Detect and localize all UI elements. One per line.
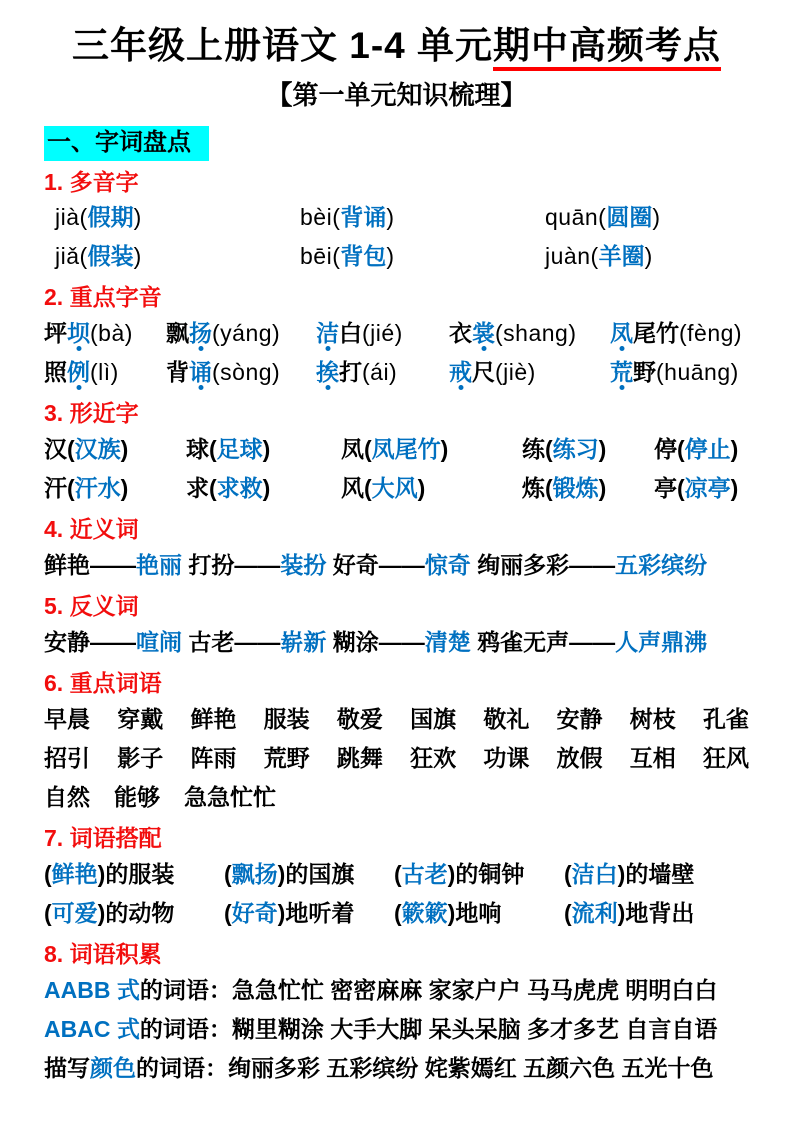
text-segment: 安静 [556,705,603,732]
word-group [449,314,610,353]
text-segment: ) [133,243,142,270]
text-segment: ( [564,899,572,926]
content-row [44,855,749,894]
text-segment: ) [386,243,395,270]
text-segment: 羊圈 [598,243,645,270]
text-segment: )的动物 [97,899,175,926]
content-row [44,198,749,237]
text-segment: ) [417,475,426,502]
text-segment: 的词语：绚丽多彩 五彩缤纷 姹紫嫣红 五颜六色 五光十色 [136,1054,714,1081]
text-segment: (yáng) [212,320,281,347]
word-group [316,353,449,392]
text-segment: (shang) [495,320,577,347]
text-segment: ) [652,204,661,231]
word-group [44,894,224,933]
text-segment: 汉( [44,436,75,463]
text-segment: 狂风 [702,744,749,771]
content-row [44,739,749,778]
text-segment: 戒 [449,359,472,386]
word-group [224,894,394,933]
text-segment: 练习 [552,436,599,463]
text-segment: 圆圈 [606,204,653,231]
text-segment: (jiè) [495,359,536,386]
word-group [703,739,749,778]
word-group [184,778,276,817]
word-group [44,778,90,817]
text-segment: 鲜艳 [190,705,237,732]
word-group [264,739,310,778]
text-segment: 汗( [44,475,75,502]
text-segment: 停止 [684,436,731,463]
text-segment: 装扮 [280,552,327,579]
text-segment: 服装 [263,705,310,732]
text-segment: ( [394,860,402,887]
text-segment: 急急忙忙 [184,783,276,810]
text-segment: )的铜钟 [447,860,525,887]
word-group [654,469,749,508]
text-segment: 挨 [316,359,339,386]
text-segment: 鲜艳—— [44,552,136,579]
text-segment: 凤 [610,320,633,347]
text-segment: ( [44,899,52,926]
text-segment: 跳舞 [336,744,383,771]
text-segment: 背 [166,359,189,386]
text-segment: 荒野 [263,744,310,771]
text-segment: 扬 [189,320,212,347]
word-group [557,700,603,739]
word-group [410,700,456,739]
text-segment: 绚丽多彩—— [470,552,616,579]
word-group [224,855,394,894]
text-segment: 诵 [189,359,212,386]
content-row [44,546,749,585]
text-segment: 衣 [449,320,472,347]
text-segment: 狂欢 [410,744,457,771]
text-segment: 尾竹 [633,320,679,347]
text-segment: 好奇—— [326,552,425,579]
text-segment: 大风 [371,475,418,502]
word-group [557,739,603,778]
word-group [55,237,300,276]
text-segment: ( [44,860,52,887]
word-group [186,469,341,508]
word-group [654,430,749,469]
text-segment: ) [262,475,271,502]
section-banner-wrap [44,126,749,161]
text-segment: 尺 [472,359,495,386]
word-group [114,778,160,817]
text-segment: 古老—— [182,629,281,656]
word-group [630,700,676,739]
text-segment: (fèng) [679,320,743,347]
content-row [44,314,749,353]
content-row [44,430,749,469]
word-group [55,198,300,237]
word-group [190,739,236,778]
text-segment: AABB 式 [44,976,140,1003]
word-group [44,700,90,739]
content-row [44,778,749,817]
text-segment: quān( [545,204,607,231]
text-segment: 描写 [44,1054,90,1081]
text-segment: 练( [522,436,553,463]
word-group [337,700,383,739]
text-segment: ) [120,436,129,463]
text-segment: 自然 [44,783,90,810]
word-group [341,430,522,469]
text-segment: )的国旗 [277,860,355,887]
word-group [44,546,707,585]
text-segment: 打扮—— [182,552,281,579]
text-segment: 球( [186,436,217,463]
text-segment: 凉亭 [684,475,731,502]
word-group [44,1010,717,1049]
text-segment: 汗水 [74,475,121,502]
word-group [630,739,676,778]
word-group [186,430,341,469]
text-segment: jiǎ( [55,243,88,270]
text-segment: )的墙壁 [617,860,695,887]
text-segment: 坪 [44,320,67,347]
word-group [703,700,749,739]
text-segment: 足球 [216,436,263,463]
word-group [564,855,749,894]
text-segment: )地响 [447,899,502,926]
word-group [394,894,564,933]
text-segment: 野 [633,359,656,386]
text-segment: 锻炼 [552,475,599,502]
text-segment: 停( [654,436,685,463]
text-segment: )地听着 [277,899,355,926]
text-segment: )的服装 [97,860,175,887]
word-group [545,237,749,276]
text-segment: 功课 [483,744,530,771]
unit-subtitle: 【第一单元知识梳理】 [266,80,527,111]
text-segment: bèi( [300,204,341,231]
content-row [44,971,749,1010]
text-segment: 艳丽 [136,552,182,579]
text-segment: ( [564,860,572,887]
text-segment: 亭( [654,475,685,502]
text-segment: 古老 [401,860,448,887]
word-group [166,314,316,353]
text-segment: (ái) [362,359,398,386]
section-heading: 1. 多音字 [44,168,139,195]
text-segment: 打 [339,359,362,386]
word-group [610,353,749,392]
word-group [483,739,529,778]
text-segment: (lì) [90,359,119,386]
text-segment: 洁白 [571,860,618,887]
text-segment: 树枝 [629,705,676,732]
text-segment: 阵雨 [190,744,237,771]
word-group [117,700,163,739]
text-segment: 求( [186,475,217,502]
text-segment: 簌簌 [401,899,448,926]
word-group [316,314,449,353]
content-row [44,1010,749,1049]
word-group [44,739,90,778]
content-row [44,894,749,933]
page-title [44,24,749,68]
text-segment: ) [730,475,739,502]
text-segment: ABAC 式 [44,1015,140,1042]
section-heading: 6. 重点词语 [44,670,162,697]
text-segment: ( [394,899,402,926]
text-segment: jià( [55,204,88,231]
section-heading: 4. 近义词 [44,516,139,543]
text-segment: 鸦雀无声—— [470,629,616,656]
text-segment: bēi( [300,243,341,270]
text-segment: 炼( [522,475,553,502]
text-segment: ) [120,475,129,502]
word-group [44,353,166,392]
text-segment: 求救 [216,475,263,502]
text-segment: 白 [339,320,362,347]
text-segment: 国旗 [410,705,457,732]
text-segment: ) [386,204,395,231]
text-segment: 惊奇 [424,552,471,579]
word-group [264,700,310,739]
text-segment: )地背出 [617,899,695,926]
word-group [483,700,529,739]
text-segment: 可爱 [51,899,98,926]
word-group [44,623,707,662]
text-segment: 假期 [87,204,134,231]
word-group [610,314,749,353]
text-segment: (jié) [362,320,403,347]
section-heading: 8. 词语积累 [44,940,162,967]
text-segment: juàn( [545,243,599,270]
text-segment: 的词语：糊里糊涂 大手大脚 呆头呆脑 多才多艺 自言自语 [139,1015,718,1042]
sections [44,168,749,1088]
text-segment: ) [598,436,607,463]
text-segment: 鲜艳 [51,860,98,887]
text-segment: 安静—— [44,629,136,656]
word-group [44,430,186,469]
word-group [190,700,236,739]
text-segment: ) [262,436,271,463]
content-row [44,623,749,662]
text-segment: 例 [67,359,90,386]
text-segment: ( [224,860,232,887]
word-group [300,237,545,276]
text-segment: 假装 [87,243,134,270]
text-segment: ) [644,243,653,270]
word-group [522,469,654,508]
content-row [44,700,749,739]
word-group [44,314,166,353]
text-segment: 清楚 [424,629,471,656]
text-segment: ( [224,899,232,926]
text-segment: 敬爱 [336,705,383,732]
text-segment: ) [440,436,449,463]
text-segment: 好奇 [231,899,278,926]
text-segment: 汉族 [74,436,121,463]
word-group [166,353,316,392]
word-group [449,353,610,392]
text-segment: 荒 [610,359,633,386]
page-title-main: 三年级上册语文 1-4 单元 [71,25,494,66]
text-segment: 五彩缤纷 [615,552,708,579]
text-segment: 人声鼎沸 [615,629,708,656]
text-segment: 崭新 [280,629,327,656]
content-row [44,237,749,276]
text-segment: 放假 [556,744,603,771]
word-group [341,469,522,508]
word-group [44,971,717,1010]
text-segment: 风( [341,475,372,502]
section-heading: 3. 形近字 [44,400,139,427]
text-segment: 早晨 [44,705,90,732]
text-segment: 背诵 [340,204,387,231]
text-segment: 穿戴 [117,705,164,732]
section-banner: 一、字词盘点 [44,126,209,161]
text-segment: ) [598,475,607,502]
text-segment: 互相 [629,744,676,771]
text-segment: 孔雀 [702,705,749,732]
word-group [410,739,456,778]
text-segment: 背包 [340,243,387,270]
section-heading: 2. 重点字音 [44,284,162,311]
word-group [394,855,564,894]
content-row [44,353,749,392]
section-heading: 7. 词语搭配 [44,824,162,851]
word-group [44,855,224,894]
text-segment: 流利 [571,899,618,926]
text-segment: 洁 [316,320,339,347]
text-segment: (sòng) [212,359,281,386]
text-segment: (bà) [90,320,133,347]
section-heading: 5. 反义词 [44,593,139,620]
word-group [117,739,163,778]
word-group [44,1049,714,1088]
word-group [564,894,749,933]
text-segment: 的词语：急急忙忙 密密麻麻 家家户户 马马虎虎 明明白白 [139,976,718,1003]
text-segment: 照 [44,359,67,386]
text-segment: 飘 [166,320,189,347]
text-segment: 凤尾竹 [371,436,441,463]
text-segment: 糊涂—— [326,629,425,656]
content-row [44,469,749,508]
text-segment: 影子 [117,744,164,771]
text-segment: 坝 [67,320,90,347]
text-segment: 喧闹 [136,629,182,656]
text-segment: ) [133,204,142,231]
text-segment: ) [730,436,739,463]
word-group [44,469,186,508]
page-title-highlight: 期中高频考点 [493,25,721,71]
text-segment: 凤( [341,436,372,463]
text-segment: 能够 [114,783,160,810]
word-group [300,198,545,237]
word-group [337,739,383,778]
text-segment: 招引 [44,744,90,771]
text-segment: 飘扬 [231,860,278,887]
word-group [545,198,749,237]
content-row [44,1049,749,1088]
text-segment: 裳 [472,320,495,347]
text-segment: (huāng) [656,359,739,386]
text-segment: 颜色 [90,1054,136,1081]
text-segment: 敬礼 [483,705,530,732]
word-group [522,430,654,469]
